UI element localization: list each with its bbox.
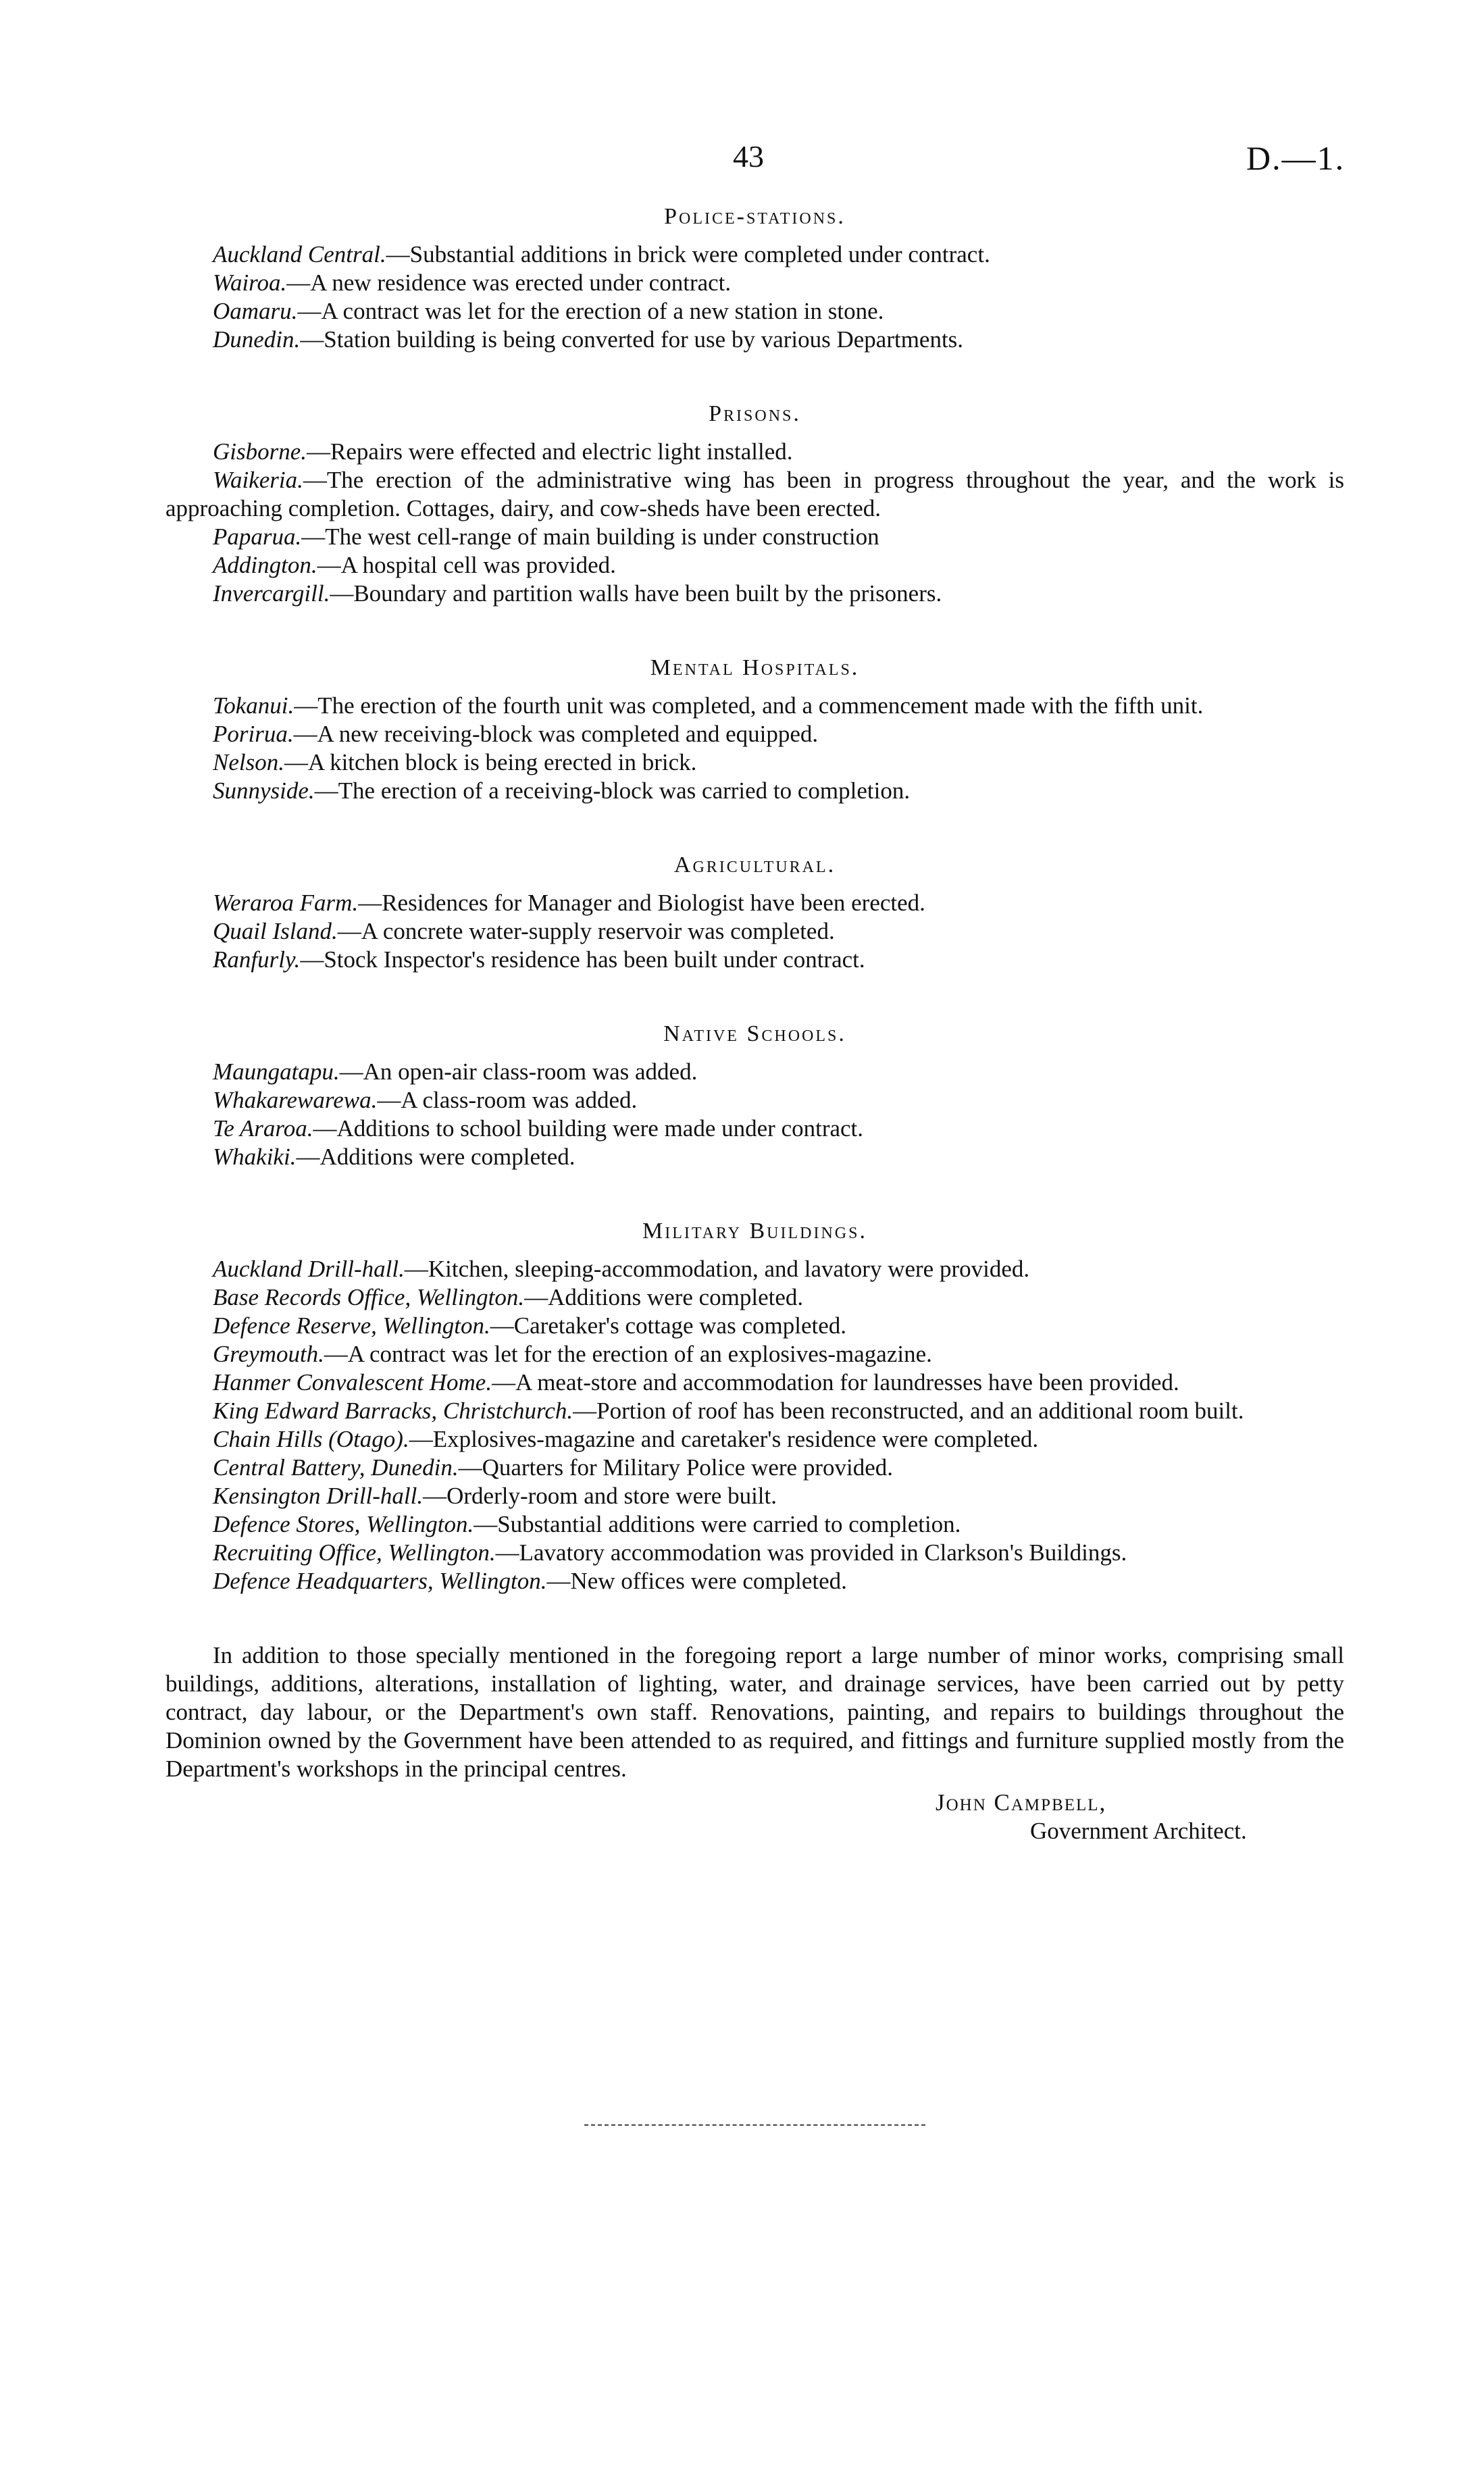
section-police-stations xyxy=(165,203,1344,354)
section-prisons xyxy=(165,400,1344,608)
entry-place: Central Battery, Dunedin. xyxy=(213,1454,459,1481)
entry xyxy=(165,692,1344,720)
section-heading: Native Schools. xyxy=(663,1021,846,1046)
signatory-title: Government Architect. xyxy=(1030,1818,1247,1844)
entry-text: —Kitchen, sleeping-accommodation, and lavatory were provided. xyxy=(404,1256,1030,1282)
section-heading: Mental Hospitals. xyxy=(650,655,860,680)
section-agricultural xyxy=(165,851,1344,974)
entry-text: —Residences for Manager and Biologist have been erected. xyxy=(358,890,925,916)
entry-text: —A concrete water-supply reservoir was completed. xyxy=(337,918,835,944)
entry xyxy=(165,1312,1344,1340)
entry-text: —A contract was let for the erection of an explosives-magazine. xyxy=(324,1341,932,1367)
entry-place: Whakiki. xyxy=(213,1144,297,1170)
signatory-name: John Campbell, xyxy=(936,1789,1107,1816)
entry xyxy=(165,1567,1344,1595)
entry-text: —Additions were completed. xyxy=(296,1144,575,1170)
entry xyxy=(165,580,1344,608)
entry xyxy=(165,1369,1344,1397)
entry-text: —A kitchen block is being erected in brick. xyxy=(284,749,697,775)
entry xyxy=(165,1539,1344,1567)
entry-place: Quail Island. xyxy=(213,918,338,944)
entry xyxy=(165,917,1344,946)
entry xyxy=(165,1255,1344,1283)
entry-place: Kensington Drill-hall. xyxy=(213,1483,424,1509)
section-heading: Police-stations. xyxy=(664,204,846,229)
page-number: 43 xyxy=(733,139,764,174)
entry-place: Wairoa. xyxy=(213,270,287,296)
entry-text: —A meat-store and accommodation for laundresses have been provided. xyxy=(492,1369,1179,1396)
entry-text: —Lavatory accommodation was provided in Clarkson's Buildings. xyxy=(495,1539,1127,1566)
entry-place: Recruiting Office, Wellington. xyxy=(213,1539,496,1566)
entry-place: Gisborne. xyxy=(213,438,307,465)
entry xyxy=(165,269,1344,297)
entry-text: —The west cell-range of main building is under construction xyxy=(301,523,879,550)
entry-text: —Additions were completed. xyxy=(524,1284,804,1310)
entry-text: —The erection of the fourth unit was completed, and a commencement made with the fifth unit. xyxy=(294,692,1204,719)
entry xyxy=(165,551,1344,580)
entry-place: King Edward Barracks, Christchurch. xyxy=(213,1398,573,1424)
entry xyxy=(165,748,1344,777)
entry-place: Defence Headquarters, Wellington. xyxy=(213,1568,547,1594)
section-heading: Agricultural. xyxy=(673,852,836,877)
entry-place: Base Records Office, Wellington. xyxy=(213,1284,525,1310)
entry xyxy=(165,777,1344,805)
section-heading: Prisons. xyxy=(709,401,801,426)
entry-place: Porirua. xyxy=(213,721,294,747)
document-reference: D.—1. xyxy=(1246,139,1346,177)
entry xyxy=(165,1425,1344,1454)
entry xyxy=(165,1058,1344,1086)
entry-place: Oamaru. xyxy=(213,298,298,324)
entry xyxy=(165,1454,1344,1482)
entry-text: —Quarters for Military Police were provided. xyxy=(458,1454,893,1481)
entry-place: Paparua. xyxy=(213,523,302,550)
entry-text: —New offices were completed. xyxy=(546,1568,847,1594)
entry xyxy=(165,1397,1344,1425)
entry-text: —Repairs were effected and electric light installed. xyxy=(307,438,793,465)
entry xyxy=(165,1086,1344,1115)
entry xyxy=(165,1143,1344,1171)
entry-text: —A class-room was added. xyxy=(377,1087,638,1113)
section-military-buildings xyxy=(165,1217,1344,1595)
entry-place: Te Araroa. xyxy=(213,1115,313,1142)
entry xyxy=(165,720,1344,748)
section-mental-hospitals xyxy=(165,654,1344,805)
entry-text: —Substantial additions were carried to completion. xyxy=(474,1511,961,1537)
entry xyxy=(165,1510,1344,1539)
entry-place: Greymouth. xyxy=(213,1341,324,1367)
report-body xyxy=(165,203,1344,1845)
entry-text: —Stock Inspector's residence has been built under contract. xyxy=(300,946,865,973)
entry-place: Auckland Central. xyxy=(213,241,386,267)
entry-text: —Additions to school building were made under contract. xyxy=(313,1115,864,1142)
entry-place: Nelson. xyxy=(213,749,284,775)
entry-text: —A hospital cell was provided. xyxy=(317,552,616,578)
end-rule-divider xyxy=(584,2124,925,2126)
entry-text: —Orderly-room and store were built. xyxy=(423,1483,777,1509)
section-native-schools xyxy=(165,1020,1344,1171)
entry-place: Maungatapu. xyxy=(213,1058,340,1085)
entry xyxy=(165,297,1344,326)
entry-place: Chain Hills (Otago). xyxy=(213,1426,409,1452)
entry-text: —Caretaker's cottage was completed. xyxy=(490,1312,846,1339)
entry-text: —An open-air class-room was added. xyxy=(339,1058,698,1085)
entry-place: Defence Reserve, Wellington. xyxy=(213,1312,490,1339)
entry-text: —Portion of roof has been reconstructed, and an additional room built. xyxy=(573,1398,1244,1424)
entry-place: Invercargill. xyxy=(213,580,330,607)
entry-text: —The erection of the administrative wing has been in progress throughout the year, and the work is approaching completion. Cottages, dairy, and cow-sheds have been erected. xyxy=(165,467,1344,521)
entry-place: Whakarewarewa. xyxy=(213,1087,378,1113)
closing-paragraph: In addition to those specially mentioned in the foregoing report a large number of minor works, comprising small buildings, additions, alterations, installation of lighting, water, and drainage services, have been carried out by petty contract, day labour, or the Department's own staff. Renovations, painting, and repairs to buildings throughout the Dominion owned by the Government have been attended to as required, and fittings and furniture supplied mostly from the Department's workshops in the principal centres. xyxy=(165,1642,1344,1782)
entry-place: Auckland Drill-hall. xyxy=(213,1256,405,1282)
entry-place: Tokanui. xyxy=(213,692,295,719)
entry xyxy=(165,1283,1344,1312)
entry-place: Defence Stores, Wellington. xyxy=(213,1511,474,1537)
entry xyxy=(165,466,1344,523)
entry-place: Hanmer Convalescent Home. xyxy=(213,1369,492,1396)
entry xyxy=(165,946,1344,974)
entry-place: Weraroa Farm. xyxy=(213,890,359,916)
entry-text: —Station building is being converted for use by various Departments. xyxy=(300,326,964,353)
entry-text: —A new residence was erected under contract. xyxy=(286,270,732,296)
entry-place: Dunedin. xyxy=(213,326,301,353)
entry-place: Sunnyside. xyxy=(213,777,315,804)
entry xyxy=(165,523,1344,551)
entry xyxy=(165,1340,1344,1369)
entry-place: Ranfurly. xyxy=(213,946,301,973)
entry-text: —Substantial additions in brick were completed under contract. xyxy=(386,241,990,267)
entry xyxy=(165,438,1344,466)
entry-text: —Boundary and partition walls have been built by the prisoners. xyxy=(330,580,942,607)
entry xyxy=(165,326,1344,354)
entry xyxy=(165,240,1344,269)
entry-text: —The erection of a receiving-block was carried to completion. xyxy=(314,777,911,804)
entry xyxy=(165,1115,1344,1143)
entry-place: Addington. xyxy=(213,552,317,578)
entry-text: —A new receiving-block was completed and equipped. xyxy=(293,721,819,747)
signature-block xyxy=(936,1789,1344,1845)
entry-place: Waikeria. xyxy=(213,467,303,493)
entry-text: —A contract was let for the erection of a new station in stone. xyxy=(297,298,884,324)
entry xyxy=(165,1482,1344,1510)
entry xyxy=(165,889,1344,917)
entry-text: —Explosives-magazine and caretaker's residence were completed. xyxy=(409,1426,1039,1452)
section-heading: Military Buildings. xyxy=(642,1219,867,1244)
